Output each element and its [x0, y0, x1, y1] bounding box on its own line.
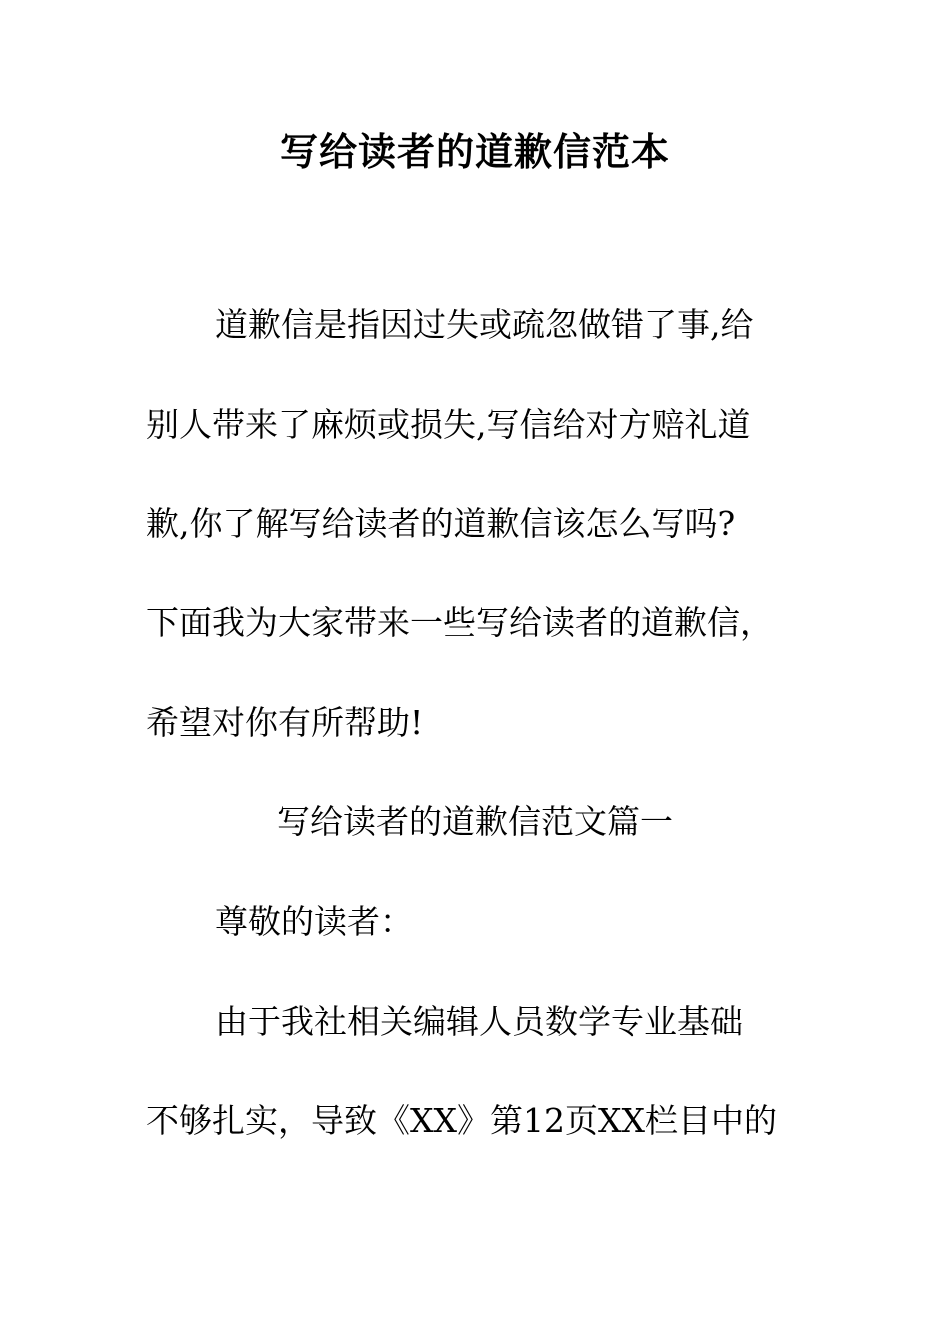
intro-line-4: 下面我为大家带来一些写给读者的道歉信，	[146, 603, 773, 642]
document-title: 写给读者的道歉信范本	[279, 129, 670, 174]
intro-line-2: 别人带来了麻烦或损失,写信给对方赔礼道	[146, 405, 751, 444]
intro-line-1: 道歉信是指因过失或疏忽做错了事,给	[215, 305, 754, 344]
intro-line-3: 歉,你了解写给读者的道歉信该怎么写吗?	[146, 504, 736, 543]
intro-line-5: 希望对你有所帮助!	[146, 703, 424, 742]
body-line-1: 由于我社相关编辑人员数学专业基础	[215, 1002, 743, 1041]
salutation: 尊敬的读者：	[215, 902, 413, 941]
section-heading: 写给读者的道歉信范文篇一	[277, 802, 673, 841]
body-line-2: 不够扎实，导致《XX》第12页XX栏目中的	[146, 1101, 777, 1140]
